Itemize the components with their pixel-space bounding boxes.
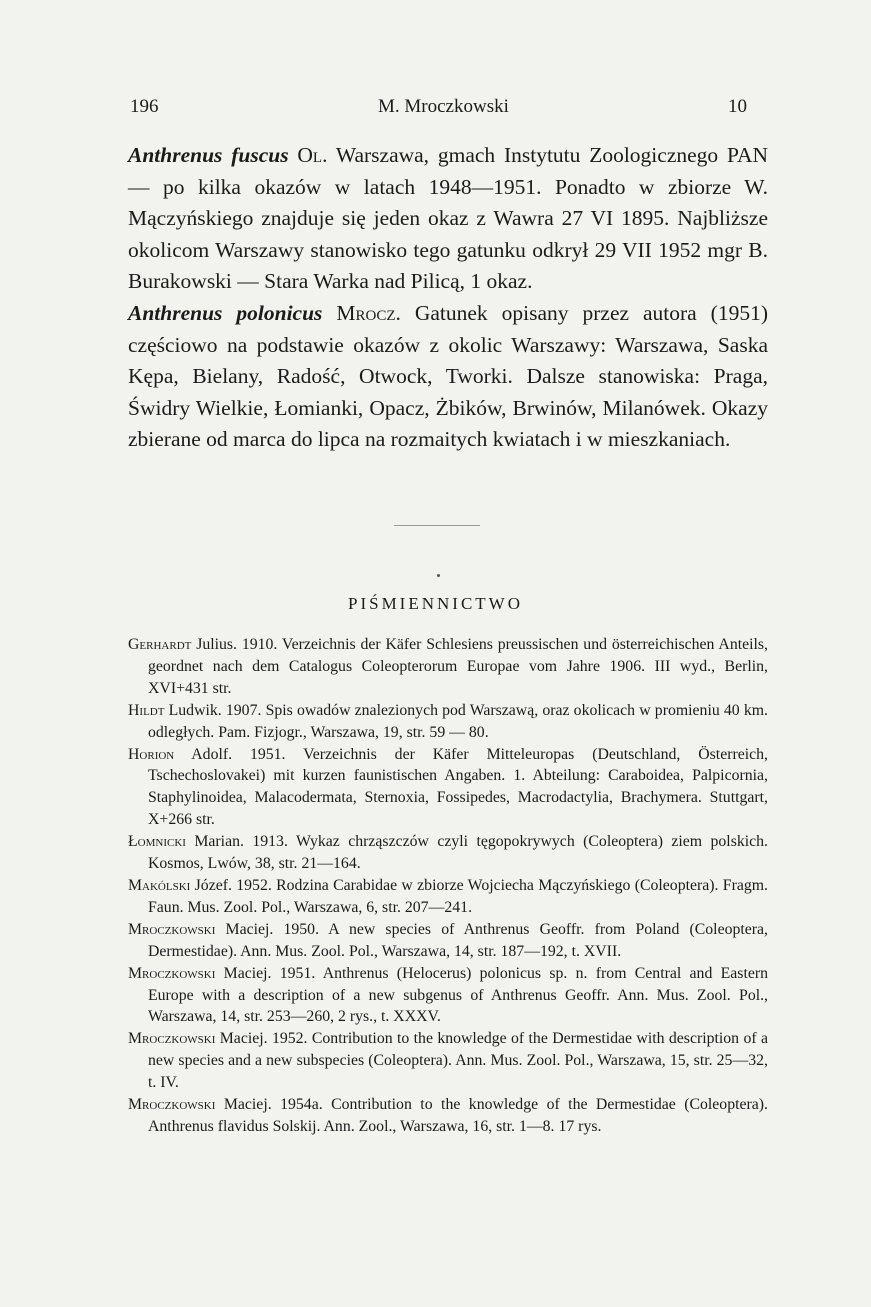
reference-text: Józef. 1952. Rodzina Carabidae w zbiorze Wojciecha Mączyńskiego (Coleoptera). Fragm. Faun. Mus. Zool. Pol., Warszawa, 6, str. 207—241.	[148, 876, 768, 916]
reference-item	[128, 1094, 768, 1138]
reference-author: Gerhardt	[128, 636, 192, 653]
section-title: PIŚMIENNICTWO	[348, 594, 523, 613]
reference-text: Ludwik. 1907. Spis owadów znalezionych pod Warszawą, oraz okolicach w promieniu 40 km. odległych. Pam. Fizjogr., Warszawa, 19, str. 59 — 80.	[148, 701, 768, 741]
species-name: Anthrenus fuscus	[128, 143, 289, 167]
running-head-author: M. Mroczkowski	[378, 96, 509, 117]
reference-author: Mroczkowski	[128, 1096, 216, 1114]
species-author: Ol.	[297, 143, 328, 167]
reference-text: Adolf. 1951. Verzeichnis der Käfer Mitteleuropas (Deutschland, Österreich, Tschechoslovakei) mit kurzen faunistischen Angaben. 1. Abteilung: Caraboidea, Palpicornia, Staphylinoidea, Malacodermata, Sternoxia, Fossipedes, Macrodactylia, Brachymera. Stuttgart, X+266 str.	[148, 745, 768, 829]
paragraph-anthrenus-fuscus	[128, 140, 768, 298]
ink-dot	[437, 574, 440, 577]
references-list	[128, 634, 768, 1138]
reference-item	[128, 875, 768, 919]
reference-item	[128, 1028, 768, 1094]
reference-author: Hildt	[128, 701, 165, 719]
reference-author: Horion	[128, 745, 175, 763]
reference-item	[128, 744, 768, 832]
reference-author: Mroczkowski	[128, 964, 216, 982]
reference-author: Makólski	[128, 876, 191, 894]
reference-item	[128, 831, 768, 875]
paragraph-anthrenus-polonicus	[128, 298, 768, 456]
reference-text: Maciej. 1950. A new species of Anthrenus Geoffr. from Poland (Coleoptera, Dermestidae). Ann. Mus. Zool. Pol., Warszawa, 14, str. 187—192, t. XVII.	[148, 920, 768, 960]
page-number: 196	[130, 96, 159, 117]
body-text	[128, 140, 768, 456]
reference-item	[128, 700, 768, 744]
reference-item	[128, 963, 768, 1029]
reference-text: Julius. 1910. Verzeichnis der Käfer Schlesiens preussischen und österreichischen Anteils, geordnet nach dem Catalogus Coleopterorum Europae vom Jahre 1906. III wyd., Berlin, XVI+431 str.	[148, 636, 768, 697]
running-head-number: 10	[728, 96, 747, 117]
species-name: Anthrenus polonicus	[128, 300, 323, 325]
reference-author: Mroczkowski	[128, 920, 216, 938]
paragraph-text: Warszawa, gmach Instytutu Zoologicznego PAN — po kilka okazów w latach 1948—1951. Ponadto w zbiorze W. Mączyńskiego znajduje się jeden okaz z Wawra 27 VI 1895. Najbliższe okolicom Warszawy stanowisko tego gatunku odkrył 29 VII 1952 mgr B. Burakowski — Stara Warka nad Pilicą, 1 okaz.	[128, 143, 768, 294]
section-divider	[394, 525, 480, 526]
species-author: Mrocz.	[336, 300, 401, 325]
reference-text: Maciej. 1952. Contribution to the knowledge of the Dermestidae with description of a new species and a new subspecies (Coleoptera). Ann. Mus. Zool. Pol., Warszawa, 15, str. 25—32, t. IV.	[148, 1030, 768, 1092]
reference-item	[128, 919, 768, 963]
reference-text: Maciej. 1954a. Contribution to the knowledge of the Dermestidae (Coleoptera). Anthrenus flavidus Solskij. Ann. Zool., Warszawa, 16, str. 1—8. 17 rys.	[148, 1096, 768, 1135]
reference-text: Maciej. 1951. Anthrenus (Helocerus) polonicus sp. n. from Central and Eastern Europe with a description of a new subgenus of Anthrenus Geoffr. Ann. Mus. Zool. Pol., Warszawa, 14, str. 253—260, 2 rys., t. XXXV.	[148, 964, 768, 1026]
reference-author: Mroczkowski	[128, 1030, 216, 1048]
reference-text: Marian. 1913. Wykaz chrząszczów czyli tęgopokrywych (Coleoptera) ziem polskich. Kosmos, Lwów, 38, str. 21—164.	[148, 833, 768, 873]
reference-author: Łomnicki	[128, 833, 186, 851]
reference-item	[128, 634, 768, 700]
paragraph-text: Gatunek opisany przez autora (1951) częściowo na podstawie okazów z okolic Warszawy: Warszawa, Saska Kępa, Bielany, Radość, Otwock, Tworki. Dalsze stanowiska: Praga, Świdry Wielkie, Łomianki, Opacz, Żbików, Brwinów, Milanówek. Okazy zbierane od marca do lipca na rozmaitych kwiatach i w mieszkaniach.	[128, 300, 768, 452]
